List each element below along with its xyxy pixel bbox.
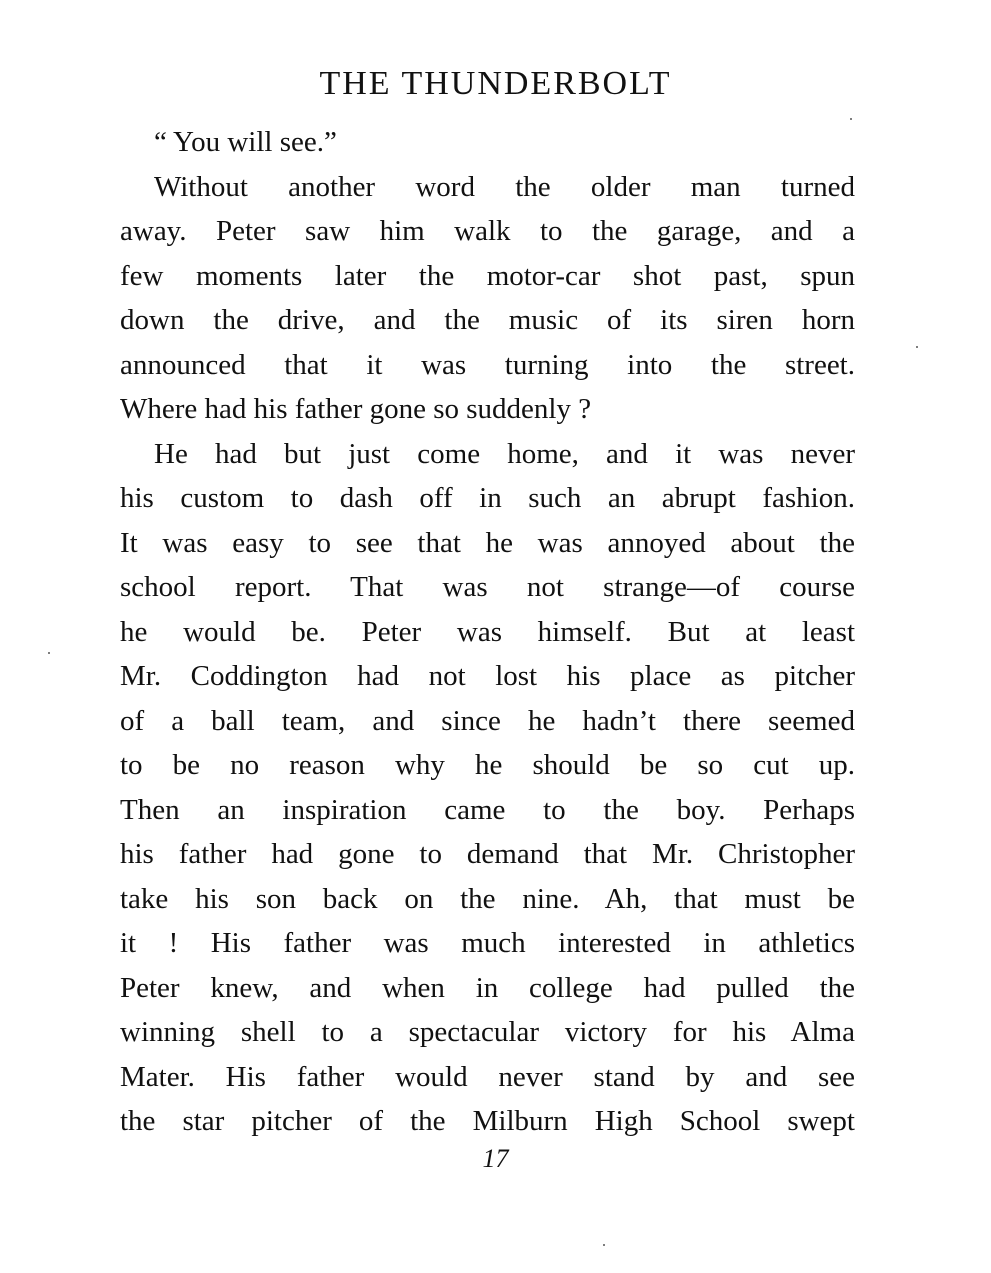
- scan-speck: [603, 1244, 605, 1246]
- text-line: He had but just come home, and it was never: [154, 437, 855, 470]
- text-line: Then an inspiration came to the boy. Perhaps: [120, 793, 855, 826]
- text-line: he would be. Peter was himself. But at least: [120, 615, 855, 648]
- scan-speck: [48, 652, 50, 654]
- text-line: Mater. His father would never stand by and see: [120, 1060, 855, 1093]
- text-line: Mr. Coddington had not lost his place as pitcher: [120, 660, 855, 692]
- text-line: his custom to dash off in such an abrupt fashion.: [120, 482, 855, 514]
- text-line: Without another word the older man turned: [154, 170, 855, 203]
- text-line: away. Peter saw him walk to the garage, and a: [120, 215, 855, 247]
- text-line: Where had his father gone so suddenly ?: [120, 393, 592, 425]
- scan-speck: [850, 118, 852, 120]
- text-line: the star pitcher of the Milburn High School swept: [120, 1105, 855, 1137]
- text-line: down the drive, and the music of its siren horn: [120, 304, 855, 336]
- scan-speck: [916, 346, 918, 348]
- running-head: THE THUNDERBOLT: [319, 65, 672, 102]
- text-line: it ! His father was much interested in athletics: [120, 927, 855, 959]
- text-line: of a ball team, and since he hadn’t there seemed: [120, 704, 855, 737]
- text-line: take his son back on the nine. Ah, that must be: [120, 882, 855, 915]
- text-line: winning shell to a spectacular victory for his Alma: [120, 1016, 855, 1048]
- text-line: his father had gone to demand that Mr. Christopher: [120, 838, 855, 870]
- page-number: 17: [482, 1144, 509, 1173]
- body-text: [120, 120, 855, 1144]
- text-line: It was easy to see that he was annoyed about the: [120, 526, 855, 559]
- text-line: Peter knew, and when in college had pulled the: [120, 971, 855, 1004]
- text-line: “ You will see.”: [154, 126, 337, 158]
- text-line: announced that it was turning into the street.: [120, 348, 855, 381]
- text-line: to be no reason why he should be so cut up.: [120, 749, 855, 781]
- text-line: school report. That was not strange—of course: [120, 571, 855, 603]
- text-line: few moments later the motor-car shot past, spun: [120, 259, 855, 292]
